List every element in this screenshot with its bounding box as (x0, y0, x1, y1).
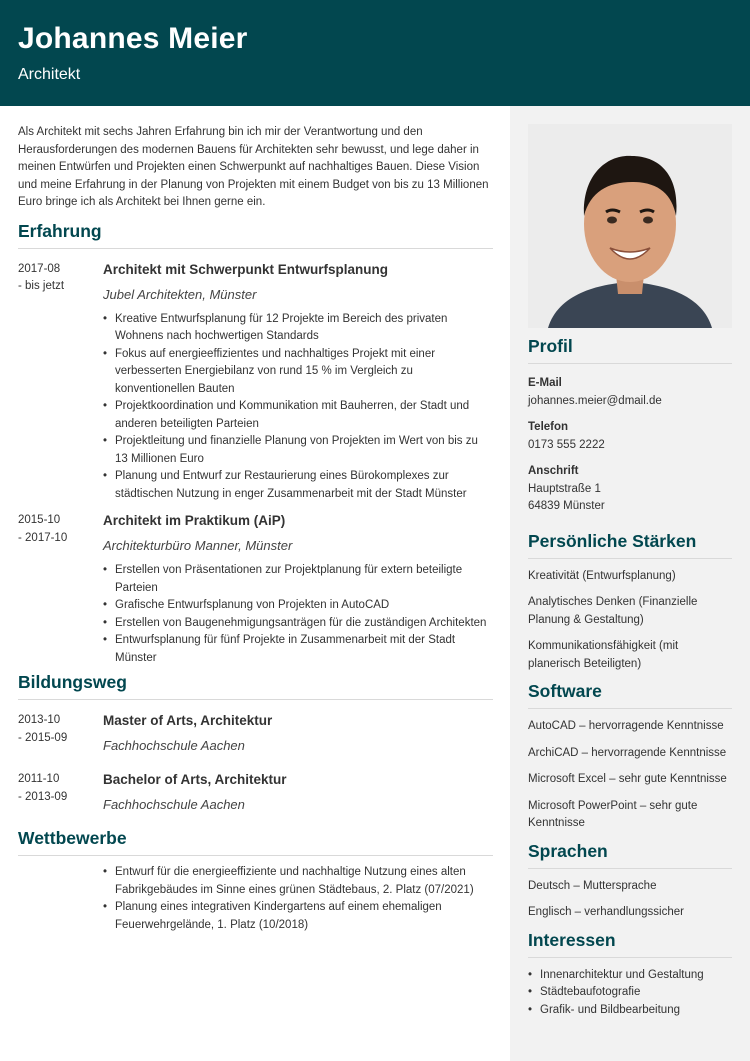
date-end: - 2017-10 (18, 531, 68, 544)
interest-item: • Städtebaufotografie (528, 984, 732, 1002)
entry-date (18, 771, 98, 806)
date-start: 2011-10 (18, 773, 60, 785)
competitions-bullets (103, 864, 493, 934)
section-title-interests: Interessen (528, 930, 732, 958)
bullet-item: • Projektleitung und finanzielle Planung von Projekten im Wert von bis zu 13 Millionen Euro (103, 433, 493, 468)
date-start: 2017-08 (18, 262, 61, 275)
date-end: - bis jetzt (18, 280, 65, 292)
software-item: ArchiCAD – hervorragende Kenntnisse (528, 746, 727, 759)
job-title: Architekt (18, 66, 81, 83)
person-portrait-icon (528, 124, 732, 328)
bullet-item: • Kreative Entwurfsplanung für 12 Projekte im Bereich des privaten Wohnens nach hochwertigen Standards (103, 311, 493, 346)
entry-date (18, 261, 98, 296)
address-street: Hauptstraße 1 (528, 482, 601, 495)
email-value: johannes.meier@dmail.de (528, 394, 662, 407)
competitions-entry (18, 864, 493, 934)
entry-bullets (103, 562, 493, 667)
entry-title: Architekt mit Schwerpunkt Entwurfsplanung (103, 261, 389, 277)
strength-item: Kreativität (Entwurfsplanung) (528, 569, 676, 582)
interest-item: • Innenarchitektur und Gestaltung (528, 967, 732, 985)
bullet-item: • Grafische Entwurfsplanung von Projekten in AutoCAD (103, 597, 493, 615)
strength-item: Kommunikationsfähigkeit (mit planerisch Beteiligten) (528, 640, 679, 670)
entry-bullets (103, 311, 493, 504)
date-end: - 2013-09 (18, 790, 68, 803)
email-label: E-Mail (528, 377, 562, 389)
section-title-education: Bildungsweg (18, 672, 493, 700)
section-title-competitions: Wettbewerbe (18, 828, 493, 856)
entry-organization: Jubel Architekten, Münster (103, 286, 257, 302)
date-end: - 2015-09 (18, 731, 68, 744)
section-title-experience: Erfahrung (18, 221, 493, 249)
experience-entry (18, 512, 493, 667)
software-item: AutoCAD – hervorragende Kenntnisse (528, 720, 724, 732)
section-title-profile: Profil (528, 336, 732, 364)
entry-date (18, 512, 98, 547)
bullet-item: • Planung eines integrativen Kindergartens auf einem ehemaligen Feuerwehrgelände, 1. Platz (10/2018) (103, 899, 493, 934)
main-column (18, 124, 493, 934)
phone-value: 0173 555 2222 (528, 438, 605, 451)
date-start: 2015-10 (18, 514, 61, 526)
language-item: Englisch – verhandlungssicher (528, 906, 684, 918)
entry-title: Architekt im Praktikum (AiP) (103, 513, 286, 528)
entry-organization: Fachhochschule Aachen (103, 797, 245, 812)
section-title-languages: Sprachen (528, 841, 732, 869)
education-entry (18, 771, 493, 813)
phone-label: Telefon (528, 421, 569, 433)
address-label: Anschrift (528, 465, 579, 477)
bullet-item: • Entwurfsplanung für fünf Projekte in Zusammenarbeit mit der Stadt Münster (103, 632, 493, 667)
language-item: Deutsch – Muttersprache (528, 879, 657, 892)
experience-entry (18, 261, 493, 504)
bullet-item: • Erstellen von Baugenehmigungsanträgen für die zuständigen Architekten (103, 615, 493, 633)
entry-organization: Fachhochschule Aachen (103, 738, 245, 753)
entry-title: Bachelor of Arts, Architektur (103, 772, 287, 787)
section-title-software: Software (528, 681, 732, 709)
entry-organization: Architekturbüro Manner, Münster (103, 538, 293, 553)
profile-photo (528, 124, 732, 328)
bullet-item: • Projektkoordination und Kommunikation mit Bauherren, der Stadt und anderen beteiligten Parteien (103, 398, 493, 433)
bullet-item: • Fokus auf energieeffizientes und nachhaltiges Projekt mit einer verbesserten Energiebilanz von rund 15 % im Vergleich zu konventionellen Bauten (103, 346, 493, 399)
software-item: Microsoft PowerPoint – sehr gute Kenntnisse (528, 799, 698, 829)
strength-item: Analytisches Denken (Finanzielle Planung & Gestaltung) (528, 596, 698, 626)
summary-text: Als Architekt mit sechs Jahren Erfahrung bin ich mir der Verantwortung und den Herausforderungen des modernen Bauens für Architekten sehr bewusst, und lege daher in meinen Entwürfen und Projekten einen Schwerpunkt auf nachhaltiges Bauen. Diese Vision und meine Erfahrung in der Planung von Projekten mit einem Budget von bis zu 13 Millionen Euro bringe ich als Architekt bei Ihnen gerne ein. (18, 126, 489, 208)
entry-date (18, 712, 98, 747)
education-entry (18, 712, 493, 754)
header-banner (0, 0, 750, 106)
bullet-item: • Erstellen von Präsentationen zur Projektplanung für extern beteiligte Parteien (103, 562, 493, 597)
interest-item: • Grafik- und Bildbearbeitung (528, 1002, 732, 1020)
sidebar-content (528, 124, 732, 1019)
entry-title: Master of Arts, Architektur (103, 713, 273, 728)
bullet-item: • Entwurf für die energieeffiziente und nachhaltige Nutzung eines alten Fabrikgebäudes im Sinne eines grünen Städtebaus, 2. Platz (07/2021) (103, 864, 493, 899)
section-title-strengths: Persönliche Stärken (528, 531, 732, 559)
person-name: Johannes Meier (18, 22, 248, 55)
interests-list (528, 967, 732, 1020)
software-item: Microsoft Excel – sehr gute Kenntnisse (528, 773, 727, 785)
bullet-item: • Planung und Entwurf zur Restaurierung eines Bürokomplexes zur städtischen Nutzung in enger Zusammenarbeit mit der Stadt Münster (103, 468, 493, 503)
date-start: 2013-10 (18, 714, 61, 726)
address-city: 64839 Münster (528, 500, 605, 512)
